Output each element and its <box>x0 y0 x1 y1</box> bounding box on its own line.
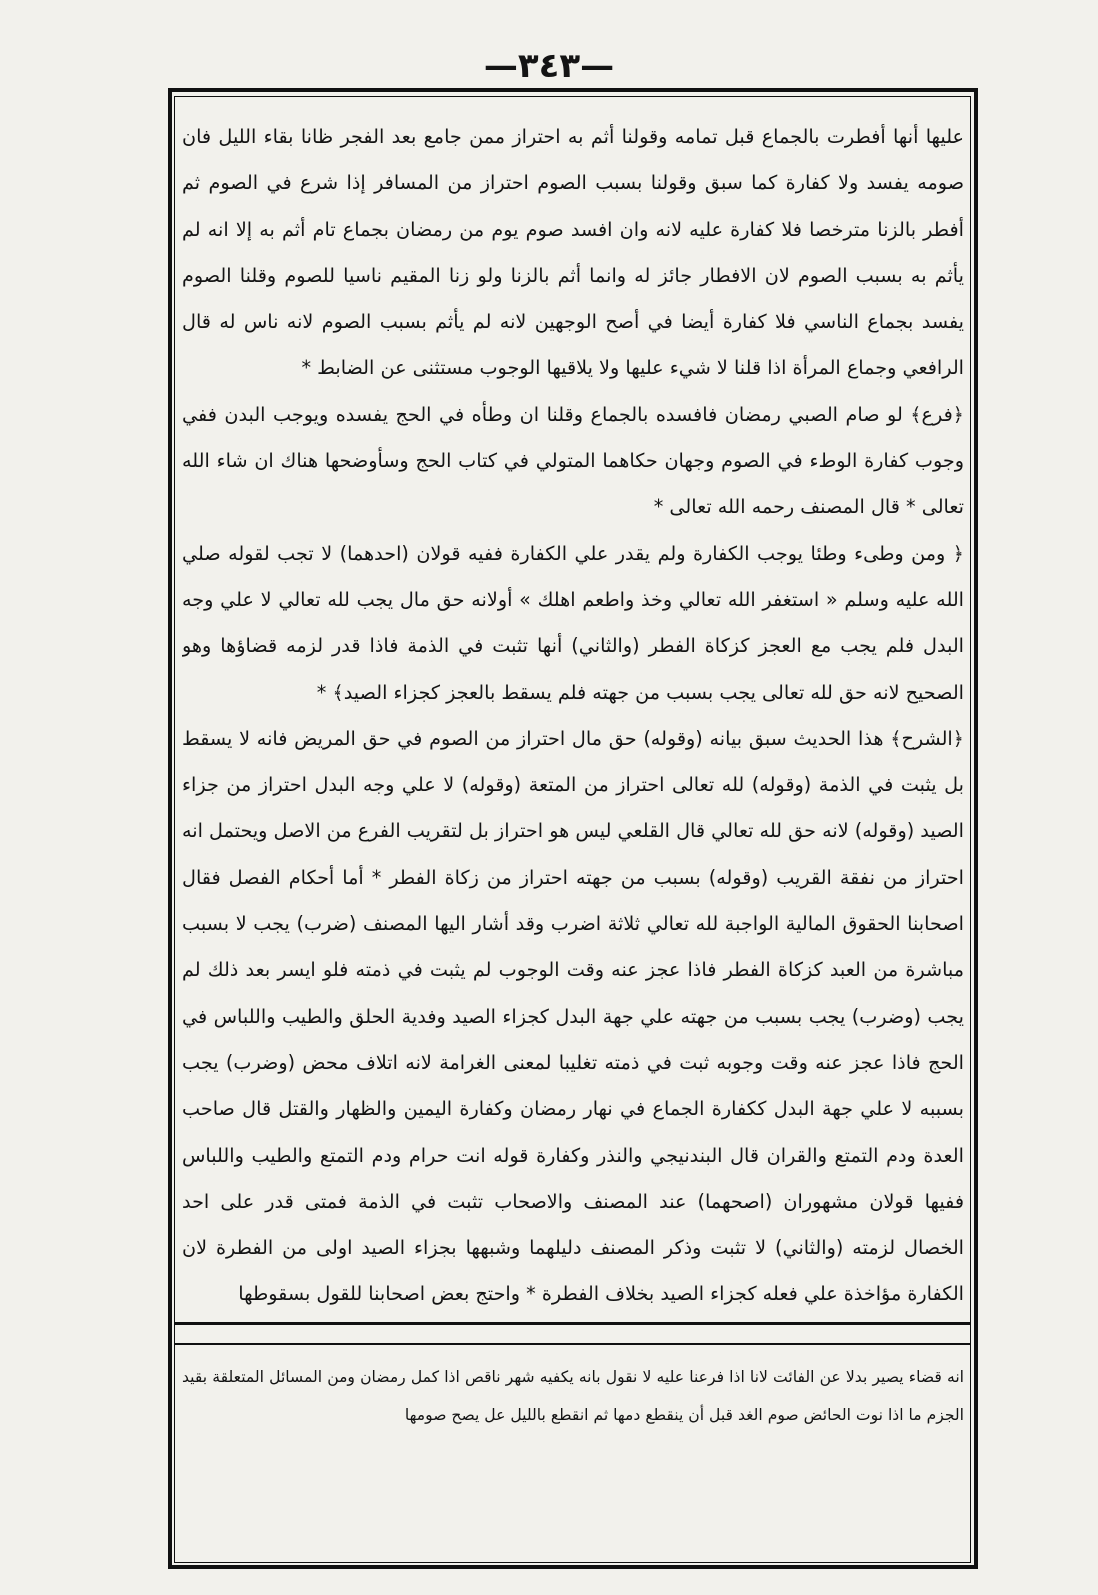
paragraph-2: ﴿فرع﴾ لو صام الصبي رمضان فافسده بالجماع وقلنا ان وطأه في الحج يفسده ويوجب البدن ففي وجوب كفارة الوطء في الصوم وجهان حكاهما المتولي في كتاب الحج وسأوضحها هناك ان شاء الله تعالى * قال المصنف رحمه الله تعالى * <box>182 402 964 519</box>
page-number: —٣٤٣— <box>483 46 615 86</box>
footnote-divider-bottom <box>174 1343 971 1345</box>
paragraph-1: عليها أنها أفطرت بالجماع قبل تمامه وقولنا أثم به احتراز ممن جامع بعد الفجر ظانا بقاء الليل فان صومه يفسد ولا كفارة كما سبق وقولنا بسبب الصوم احتراز من المسافر إذا شرع في الصوم ثم أفطر بالزنا مترخصا فلا كفارة عليه لانه وان افسد صوم يوم من رمضان بجماع تام أثم به إلا انه لم يأثم به بسبب الصوم لان الافطار جائز له وانما أثم بالزنا ولو زنا المقيم ناسيا للصوم وقلنا الصوم يفسد بجماع الناسي فلا كفارة أيضا في أصح الوجهين لانه لم يأثم بسبب الصوم لانه ناس له قال الرافعي وجماع المرأة اذا قلنا لا شيء عليها ولا يلاقيها الوجوب مستثنى عن الضابط * <box>182 125 964 380</box>
paragraph-3: ﴿ ومن وطىء وطئا يوجب الكفارة ولم يقدر علي الكفارة ففيه قولان (احدهما) لا تجب لقوله صلي الله عليه وسلم « استغفر الله تعالي وخذ واطعم اهلك » أولانه حق مال يجب لله تعالي لا علي وجه البدل فلم يجب مع العجز كزكاة الفطر (والثاني) أنها تثبت في الذمة فاذا قدر لزمه قضاؤها وهو الصحيح لانه حق لله تعالى يجب بسبب من جهته فلم يسقط بالعجز كجزاء الصيد﴾ * <box>182 541 964 704</box>
paragraph-4: ﴿الشرح﴾ هذا الحديث سبق بيانه (وقوله) حق مال احتراز من الصوم في حق المريض فانه لا يسقط بل يثبت في الذمة (وقوله) لله تعالى احتراز من المتعة (وقوله) لا علي وجه البدل احتراز من جزاء الصيد (وقوله) لانه حق لله تعالي قال القلعي ليس هو احتراز بل لتقريب الفرع من الاصل ويحتمل انه احتراز من نفقة القريب (وقوله) بسبب من جهته احتراز من زكاة الفطر * أما أحكام الفصل فقال اصحابنا الحقوق المالية الواجبة لله تعالي ثلاثة اضرب وقد أشار اليها المصنف (ضرب) يجب لا بسبب مباشرة من العبد كزكاة الفطر فاذا عجز عنه وقت الوجوب لم يثبت في ذمته فلو ايسر بعد ذلك لم يجب (وضرب) يجب بسبب من جهته علي جهة البدل كجزاء الصيد وفدية الحلق والطيب واللباس في الحج فاذا عجز عنه وقت وجوبه ثبت في ذمته تغليبا لمعنى الغرامة لانه اتلاف محض (وضرب) يجب بسببه لا علي جهة البدل ككفارة الجماع في نهار رمضان وكفارة اليمين والظهار والقتل قال صاحب العدة ودم التمتع والقران قال البندنيجي والنذر وكفارة قوله انت حرام ودم التمتع والطيب واللباس ففيها قولان مشهوران (اصحهما) عند المصنف والاصحاب تثبت في الذمة فمتى قدر على احد الخصال لزمته (والثاني) لا تثبت وذكر المصنف دليلهما وشبهها بجزاء الصيد اولى من الفطرة لان الكفارة مؤاخذة علي فعله كجزاء الصيد بخلاف الفطرة * واحتج بعض اصحابنا للقول بسقوطها <box>182 726 964 1306</box>
footnote-text: انه قضاء يصير بدلا عن الفائت لانا اذا فرعنا عليه لا نقول بانه يكفيه شهر ناقص اذا كمل رمضان ومن المسائل المتعلقة بقيد الجزم ما اذا نوت الحائض صوم الغد قبل أن ينقطع دمها ثم انقطع بالليل عل يصح صومها <box>182 1368 964 1424</box>
footnote-divider-top <box>174 1322 971 1325</box>
main-text-body <box>182 114 964 1314</box>
